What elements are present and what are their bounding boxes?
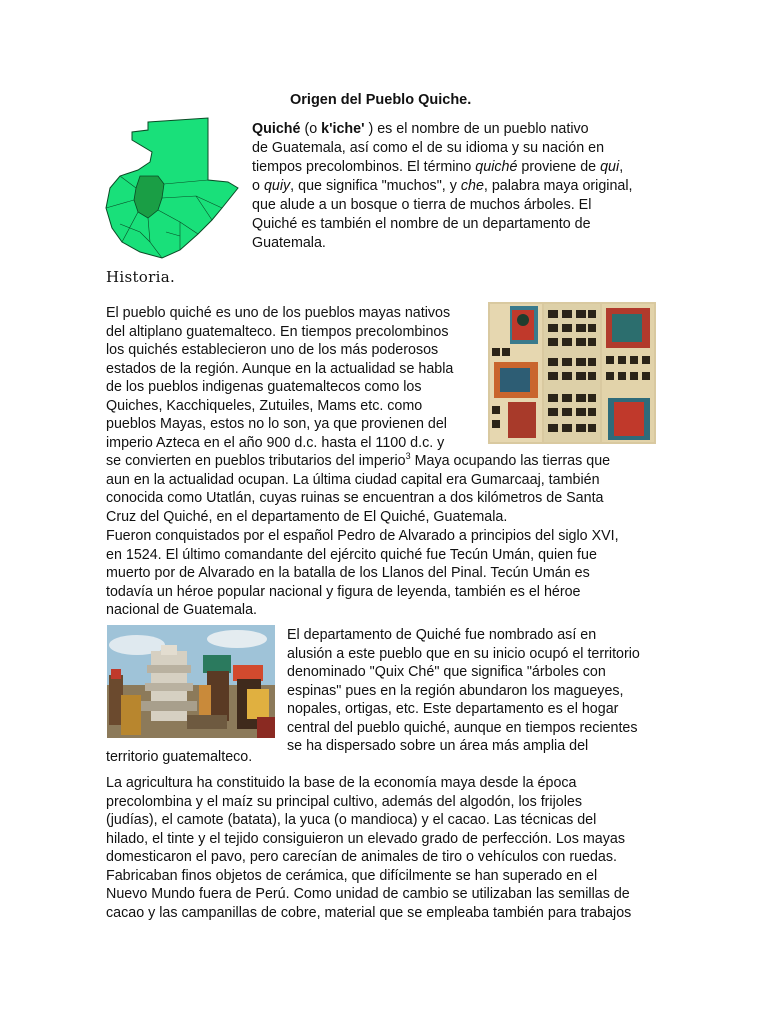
text-line: Nuevo Mundo fuera de Perú. Como unidad de cambio se utilizaban las semillas de xyxy=(106,886,630,902)
guatemala-map xyxy=(100,112,242,260)
intro-text: , que significa "muchos", y xyxy=(290,178,461,194)
guatemala-map-outline xyxy=(106,118,238,258)
text-line: de los pueblos indigenas guatemaltecos como los xyxy=(106,379,422,395)
text-line: los quichés establecieron uno de los más poderosos xyxy=(106,342,439,358)
text-line: (judías), el camote (batata), la yuca (o mandioca) y el cacao. Las técnicas del xyxy=(106,812,597,828)
text-line: Fueron conquistados por el español Pedro de Alvarado a principios del siglo XVI, xyxy=(106,528,619,544)
intro-text: (o xyxy=(300,121,322,137)
text-line: hilado, el tinte y el tejido consiguieron un elevado grado de perfección. Los mayas xyxy=(106,830,625,847)
history-paragraph-1 xyxy=(106,304,610,526)
intro-line: que alude a un bosque o tierra de muchos árboles. El xyxy=(252,197,592,213)
intro-text: , palabra maya original, xyxy=(483,178,633,194)
intro-italic: che xyxy=(460,178,484,194)
text-line: cacao y las campanillas de cobre, material que se empleaba también para trabajos xyxy=(106,904,632,921)
intro-text: , xyxy=(619,159,624,175)
text-line: territorio guatemalteco. xyxy=(106,749,253,765)
intro-text: o xyxy=(252,178,264,194)
text-line: domesticaron el pavo, pero carecían de animales de tiro o vehículos con ruedas. xyxy=(106,849,618,865)
text-line: alusión a este pueblo que en su inicio ocupó el territorio xyxy=(287,645,640,662)
kiche-term: k'iche' xyxy=(321,121,365,137)
intro-italic: quiy xyxy=(263,178,291,194)
history-paragraph-2 xyxy=(106,527,619,620)
text-line: El pueblo quiché es uno de los pueblos mayas nativos xyxy=(106,305,451,321)
quiche-term: Quiché xyxy=(252,121,301,137)
text-line: muerto por de Alvarado en la batalla de los Llanos del Pinal. Tecún Umán es xyxy=(106,565,590,581)
text-line: espinas" pues en la región abundaron los magueyes, xyxy=(287,682,624,699)
text-span: Maya ocupando las tierras que xyxy=(410,453,611,469)
text-line: El departamento de Quiché fue nombrado así en xyxy=(287,627,597,643)
intro-paragraph xyxy=(252,120,657,253)
maya-warriors-image xyxy=(107,625,275,738)
text-line: conocida como Utatlán, cuyas ruinas se encuentran a dos kilómetros de Santa xyxy=(106,490,604,506)
text-line: pueblos Mayas, estos no lo son, ya que provienen del xyxy=(106,416,447,432)
text-line: del altiplano guatemalteco. En tiempos precolombinos xyxy=(106,323,449,340)
intro-line: Quiché es también el nombre de un departamento de xyxy=(252,216,591,232)
text-line: estados de la región. Aunque en la actualidad se habla xyxy=(106,360,454,377)
footnote-ref: 3 xyxy=(405,451,411,462)
text-line: La agricultura ha constituido la base de la economía maya desde la época xyxy=(106,775,577,791)
intro-line: de Guatemala, así como el de su idioma y su nación en xyxy=(252,140,605,156)
history-paragraph-3-end xyxy=(106,748,252,767)
intro-text: proviene de xyxy=(517,159,601,175)
intro-italic: quiché xyxy=(475,159,518,175)
text-line: precolombina y el maíz su principal cultivo, además del algodón, los frijoles xyxy=(106,793,583,810)
intro-italic: qui xyxy=(600,159,620,175)
text-line: denominado "Quix Ché" que significa "árboles con xyxy=(287,664,606,680)
text-line: central del pueblo quiché, aunque en tiempos recientes xyxy=(287,719,638,736)
text-line: imperio Azteca en el año 900 d.c. hasta el 1100 d.c. y xyxy=(106,434,445,451)
text-line: aun en la actualidad ocupan. La última ciudad capital era Gumarcaaj, también xyxy=(106,471,600,488)
intro-text: tiempos precolombinos. El término xyxy=(252,159,476,175)
text-line: nopales, ortigas, etc. Este departamento es el hogar xyxy=(287,701,619,717)
intro-text: ) es el nombre de un pueblo nativo xyxy=(364,121,589,137)
text-line: Cruz del Quiché, en el departamento de El Quiché, Guatemala. xyxy=(106,508,508,525)
text-line: nacional de Guatemala. xyxy=(106,602,258,618)
text-line: todavía un héroe popular nacional y figura de leyenda, también es el héroe xyxy=(106,583,581,600)
text-line: en 1524. El último comandante del ejército quiché fue Tecún Umán, quien fue xyxy=(106,546,597,563)
history-paragraph-3 xyxy=(287,626,640,756)
text-line: Quiches, Kacchiqueles, Zutuiles, Mams etc. como xyxy=(106,397,423,414)
intro-line: Guatemala. xyxy=(252,235,326,251)
text-span: se convierten en pueblos tributarios del imperio xyxy=(106,453,406,469)
section-heading: Historia. xyxy=(106,268,176,286)
document-title: Origen del Pueblo Quiche. xyxy=(290,92,472,108)
text-line xyxy=(106,452,610,471)
text-line: Fabricaban finos objetos de cerámica, que difícilmente se han superado en el xyxy=(106,867,598,884)
text-line: se ha dispersado sobre un área más amplia del xyxy=(287,738,589,754)
history-paragraph-4 xyxy=(106,774,631,922)
